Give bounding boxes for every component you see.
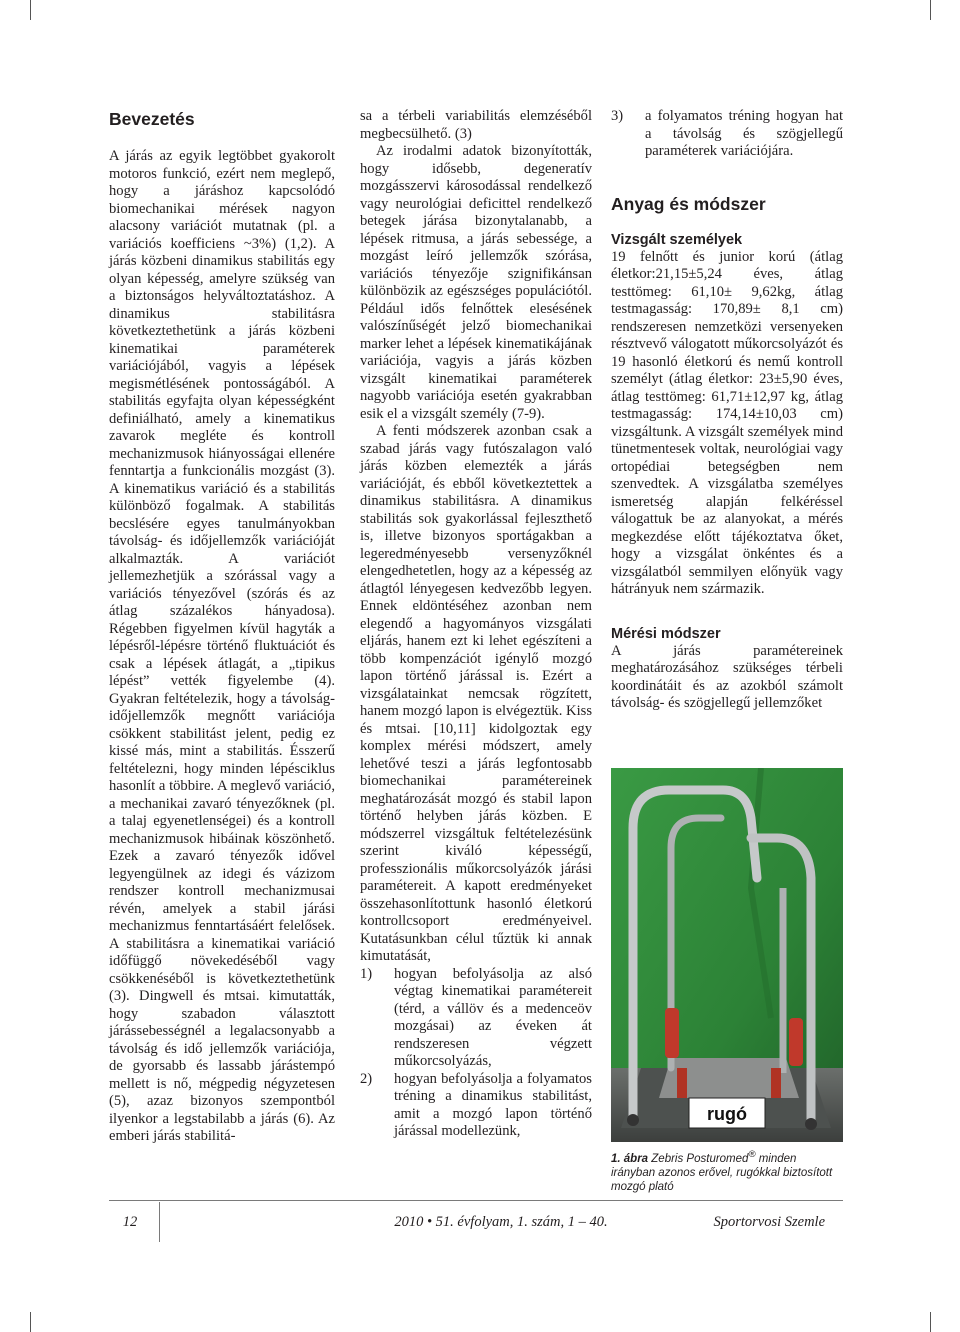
paragraph: Az irodalmi adatok bizonyították, hogy idősebb, degeneratív mozgásszervi károsodással rendelkező vagy neurológiai deficittel rendelkező betegek járása bizonytalanabb, a lépések ritmusa, a járás sebessége, a mozgást leíró jellemzők szórása, variációs tényezője szignifikánsan különbözik az egészséges populációtól. Például idős felnőttek elesésének valószínűségét jelző biomechanikai marker lehet a lépések kinematikájának variációja, vagyis a járás közben vizsgált kinematikai paraméterek nagyobb variációja esetén gyakrabban esik el a vizsgált személy (7-9). (360, 143, 592, 422)
issue-info: 2010 • 51. évfolyam, 1. szám, 1 – 40. (394, 1214, 608, 1230)
spring-right (771, 1068, 781, 1098)
aim-list (360, 966, 592, 1141)
list-item (611, 108, 843, 161)
list-number: 2) (360, 1070, 373, 1087)
spring-label: rugó (707, 1104, 747, 1124)
figure-caption (611, 1148, 843, 1194)
registered-mark: ® (748, 1149, 756, 1160)
wheel (627, 1114, 639, 1126)
crop-mark (30, 1312, 31, 1332)
subheading-subjects: Vizsgált személyek (611, 231, 743, 248)
crop-mark (30, 0, 31, 20)
paragraph: A fenti módszerek azonban csak a szabad járás vagy futószalagon való járás közben elemezték a járás variációját, és ebből következtettek a dinamikus stabilitásra. A dinamikus stabilitás sok gyakorlással fejleszthető is, illetve bizonyos sportágakban a legeredményesebb versenyzőknél elengedhetetlen, hogy az a képesség az átlagtól lényegesen kedvezőbb legyen. Ennek eldöntéséhez azonban nem elegendő a hagyományos vizsgálati eljárás, hanem ezt ki lehet egészíteni a több kompenzációt igénylő mozgó lapon történő járással is. Ezért a vizsgálatainkat nemcsak rögzített, hanem mozgó lapon is elvégeztük. Kiss és mtsai. [10,11] kidolgoztak egy komplex mérési módszert, amely lehetővé teszi a járás legfontosabb biomechanikai paramétereinek meghatározását mozgó és stabil lapon történő helyben járás közben. E módszerrel vizsgáltuk feltételezésünk szerint kiváló képességű, professzionális műkorcsolyázók járási paramétereit. A kapott eredményeket összehasonlítottunk hasonló életkorú kontrollcsoport eredményeivel. Kutatásunkban célul tűztük ki annak kimutatását, (360, 423, 592, 964)
paragraph: A járás az egyik legtöbbet gyakorolt motoros funkció, ezért nem meglepő, hogy a járáshoz kapcsolódó biomechanikai mérések nagyon alacsony variációt mutatnak (pl. a variációs koefficiens ~3%) (1,2). A járás közbeni dinamikus stabilitás egy olyan képesség, amelyre szükség van a biztonságos helyváltoztatáshoz. A dinamikus stabilitásra következtethetünk a járás közbeni kinematikai paraméterek variációjából, vagyis a lépések megismétlésének pontosságából. A stabilitás egyfajta olyan képességként definiálható, amely a kinematikus zavarok megléte és kontroll mechanizmusok hiányosságai ellenére fenntartja a funkcionális mozgást (3). A kinematikus variáció és a stabilitás különböző fogalmak. A stabilitás becslésére egyes tanulmányokban távolság- és időjellemzők variációját alkalmazták. A variációt jellemezhetjük a szórással vagy a variációs tényezővel (szórás és az átlag százalékos hányadosa). Régebben figyelmen kívül hagyták a lépésről-lépésre történő fluktuációt és csak a lépések átlagát, a „tipikus lépést” vették figyelembe (4). Gyakran feltételezik, hogy a távolság- időjellemzők megnőtt variációja csökkent stabilitást jelent, pedig ez kissé más, mint a stabilitás. Ésszerű feltételezni, hogy minden lépésciklus hasonlít a többire. A meglevő variáció, a mechanikai zavaró tényezőknek (pl. a talaj egyenetlenségei) és a kontroll mechanizmusok hibáinak köszönhető. Ezek a zavaró tényezők idővel legyengülnek az idegi és vázizom rendszer kontroll mechanizmusai révén, amelyek a stabil járási mechanizmus fenntartásáért felelősek. A stabilitásra a kinematikai variáció időfüggő növekedéséből vagy csökkenéséből is következtethetünk (3). Dingwell és mtsai. kimutatták, hogy szabadon választott járássebességnél a legalacsonyabb a távolság és idő jellemzők variációja, de gyorsabb és lassabb járástempó mellett is nő, mégpedig négyzetesen (5), azaz bizonyos szempontból ilyenkor a legstabilabb a járás (6). Az emberi járás stabilitá- (109, 148, 335, 1144)
column-3 (611, 108, 843, 713)
footer-rule (109, 1200, 843, 1201)
section-heading-introduction: Bevezetés (109, 109, 195, 129)
list-text: hogyan befolyásolja az alsó végtag kinematikai paramétereit (térd, a vállöv és a medenceöv mozgásai) az éveken át rendszeresen végzett műkorcsolyázás, (394, 965, 592, 1069)
list-number: 3) (611, 108, 624, 124)
crop-mark (930, 0, 931, 20)
spring-left (677, 1068, 687, 1098)
list-item (360, 1071, 592, 1141)
column-1 (109, 108, 335, 1146)
crop-mark (930, 1312, 931, 1332)
paragraph: sa a térbeli variabilitás elemzéséből megbecsülhető. (3) (360, 108, 592, 142)
subheading-measurement: Mérési módszer (611, 625, 721, 642)
section-heading-methods: Anyag és módszer (611, 193, 766, 214)
aim-list-continued (611, 108, 843, 161)
caption-number: 1. ábra (611, 1152, 649, 1165)
column-2 (360, 108, 592, 1141)
handle-left (665, 1008, 679, 1058)
figure-photo-posturomed (611, 768, 843, 1142)
page-number: 12 (122, 1214, 138, 1230)
list-item (360, 966, 592, 1071)
posturomed-illustration (611, 768, 843, 1142)
journal-name: Sportorvosi Szemle (713, 1214, 825, 1230)
caption-device: Zebris Posturomed (651, 1152, 749, 1165)
handle-right (789, 1018, 803, 1066)
paragraph: 19 felnőtt és junior korú (átlag életkor:21,15±5,24 éves, átlag testtömeg: 61,10± 9,62kg, átlag testmagasság: 170,89± 8,1 cm) rendszeresen nemzetközi versenyeken résztvevő válogatott műkorcsolyázót és 19 hasonló életkorú és nemű kontroll személyt (átlag életkor: 23±5,90 éves, átlag testtömeg: 61,71±12,97 kg, átlag testmagasság: 174,14±10,03 cm) vizsgáltunk. A vizsgált személyek mind tünetmentesek voltak, neurológiai vagy ortopédiai betegségben nem szenvedtek. A vizsgálatba személyes ismeretség alapján felkéréssel válogattuk be az alanyokat, a mérés megkezdése előtt tájékoztatva őket, hogy a vizsgálat önkéntes és a vizsgálatból semmilyen előnyük vagy hátrányuk nem származik. (611, 248, 843, 597)
wheel (805, 1118, 817, 1130)
list-text: hogyan befolyásolja a folyamatos tréning a dinamikus stabilitást, amit a mozgó lapon történő járással modellezünk, (394, 1070, 592, 1139)
paragraph: A járás paramétereinek meghatározásához szükséges térbeli koordinátáit és az azokból számolt távolság- és szögjellegű jellemzőket (611, 642, 843, 711)
page-footer (109, 1202, 843, 1242)
list-text: a folyamatos tréning hogyan hat a távolság és szögjellegű paraméterek variációjára. (645, 108, 843, 159)
list-number: 1) (360, 965, 373, 982)
caption-text: minden irányban azonos erővel, rugókkal biztosított mozgó plató (611, 1152, 833, 1193)
